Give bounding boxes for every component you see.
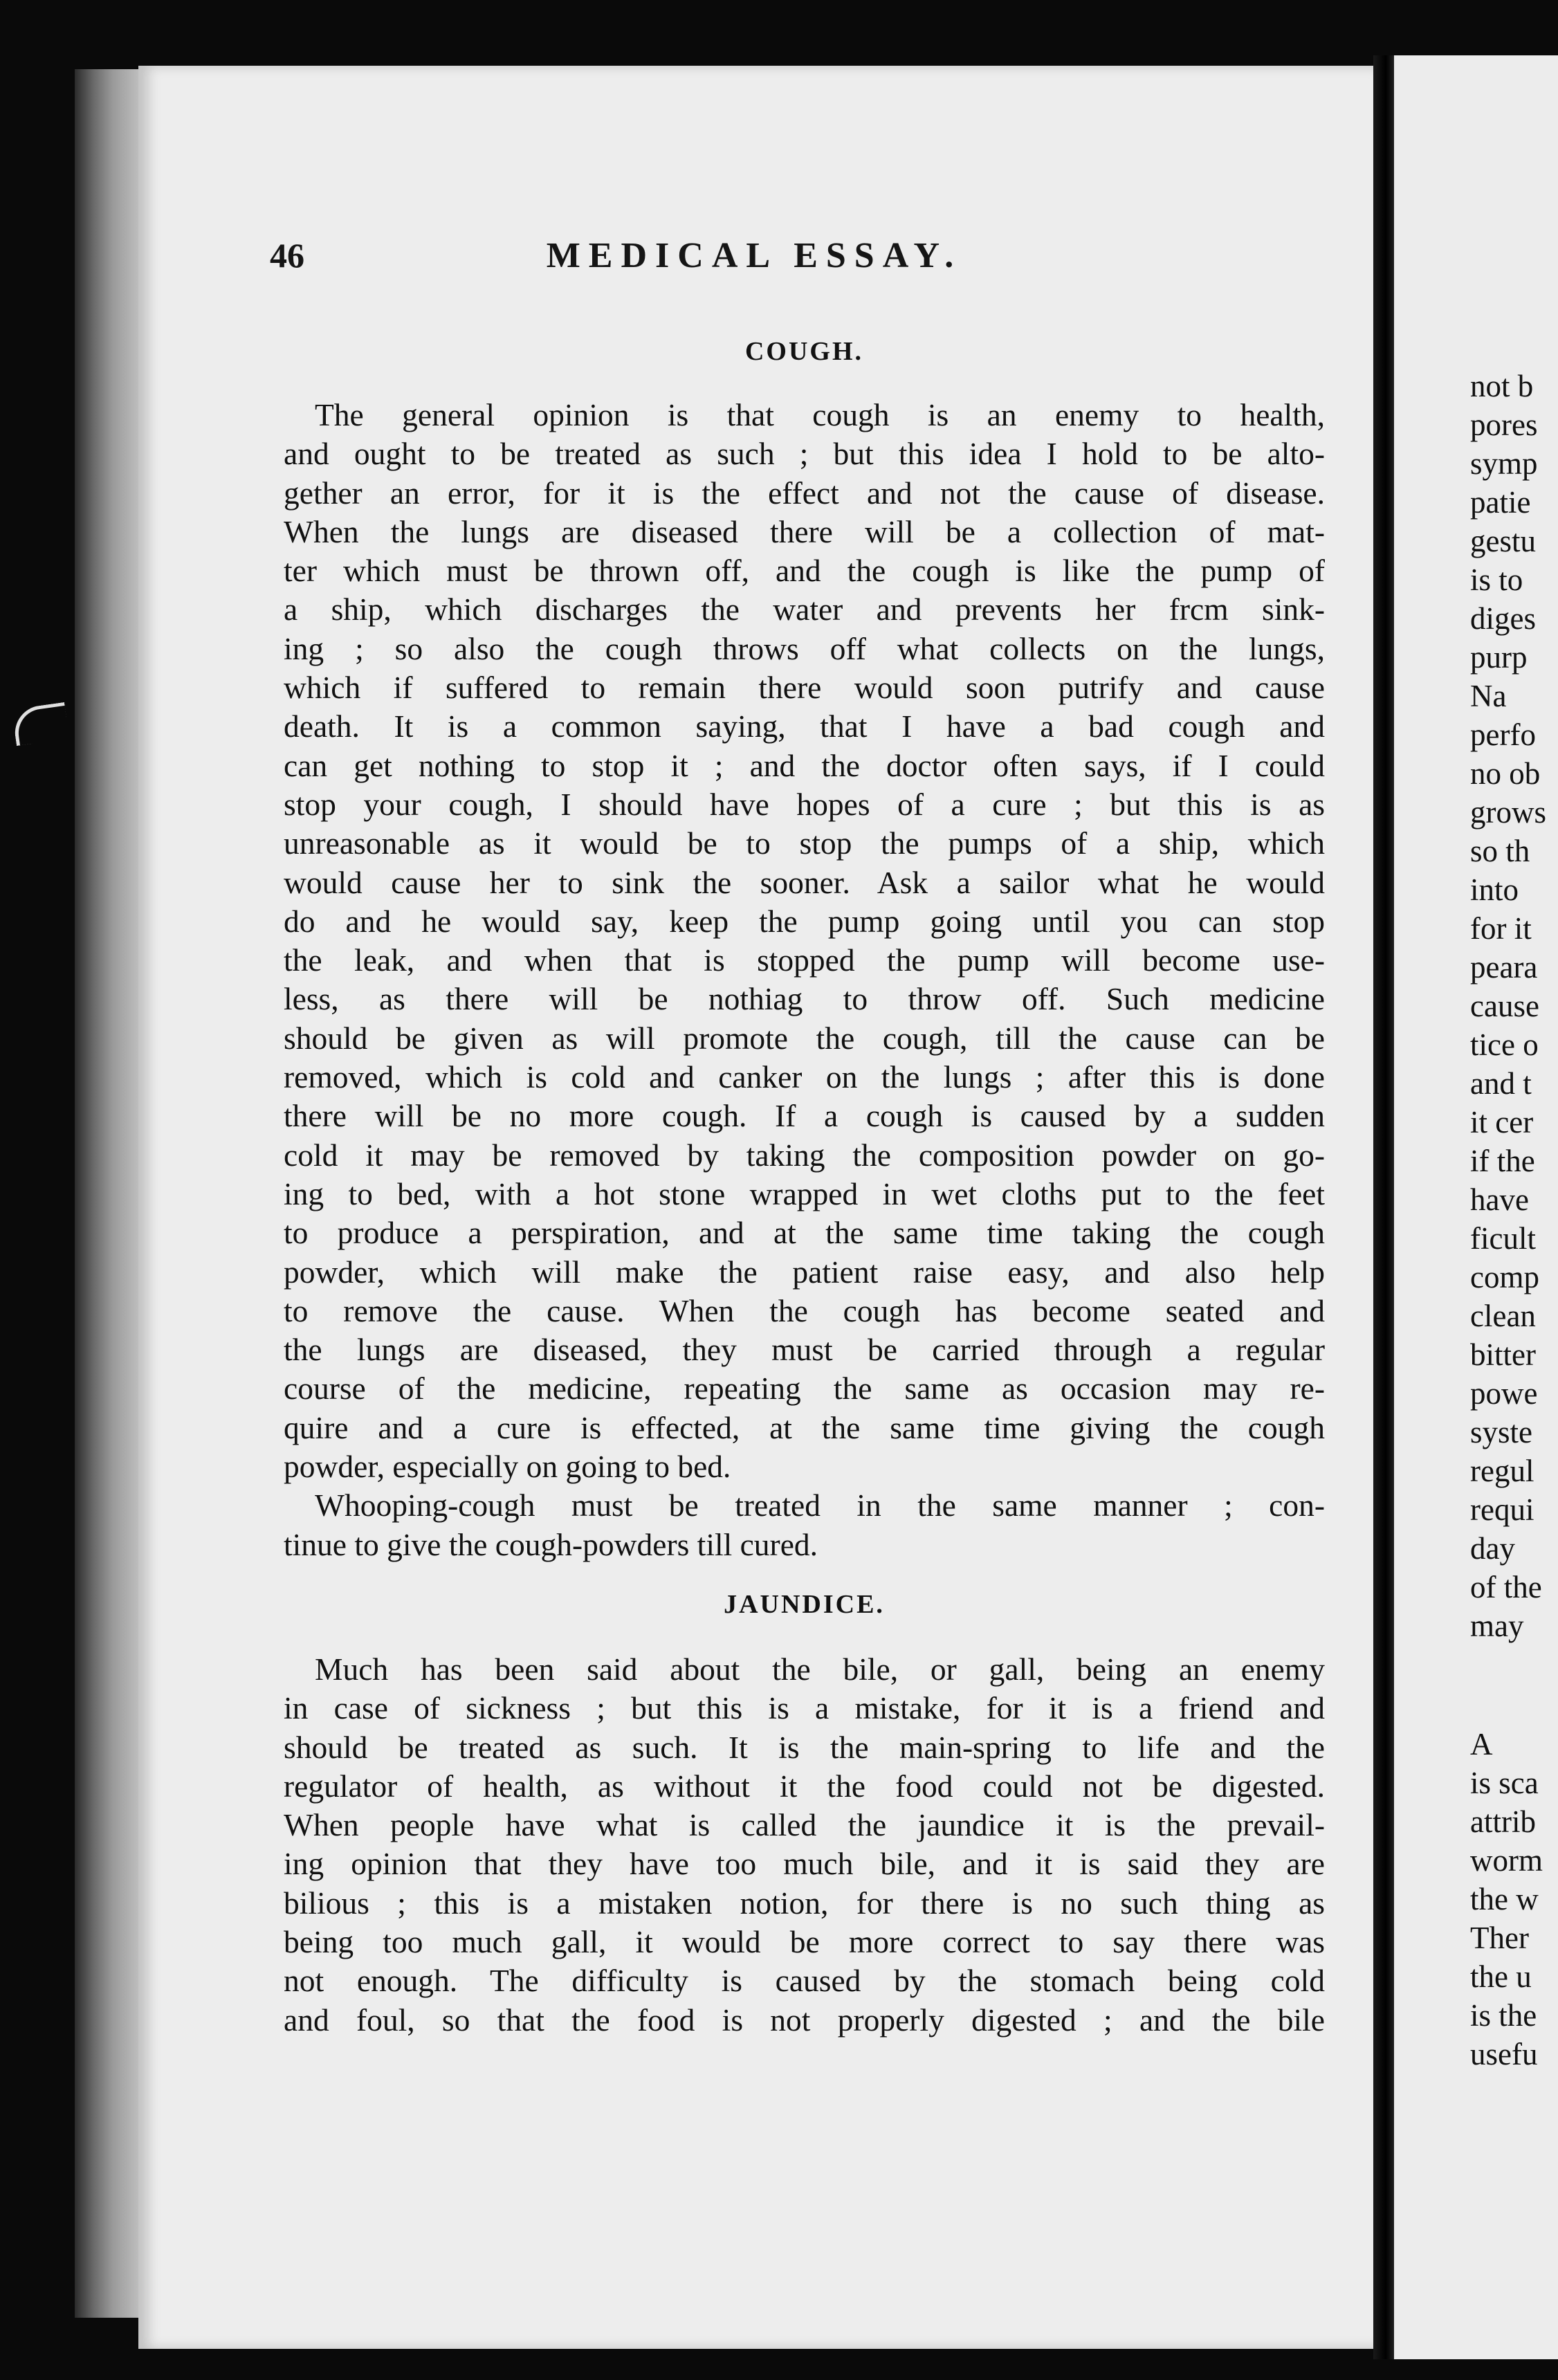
- text-line: ing ; so also the cough throws off what collects on the lungs,: [284, 630, 1325, 666]
- text-line: there will be no more cough. If a cough is caused by a sudden: [284, 1098, 1325, 1134]
- text-line: gether an error, for it is the effect and not the cause of disease.: [284, 475, 1325, 511]
- facing-page-upper: [1470, 367, 1558, 1645]
- facing-page-line: symp: [1470, 446, 1538, 481]
- facing-page-line: is sca: [1470, 1766, 1539, 1800]
- text-line: quire and a cure is effected, at the same time giving the cough: [284, 1409, 1325, 1445]
- facing-page-line: ficult: [1470, 1221, 1536, 1256]
- facing-page-line: the u: [1470, 1959, 1532, 1994]
- section-jaundice-text: [284, 1650, 1325, 2040]
- facing-page-line: not b: [1470, 369, 1534, 403]
- text-line: removed, which is cold and canker on the lungs ; after this is done: [284, 1059, 1325, 1095]
- text-line: to produce a perspiration, and at the same time taking the cough: [284, 1215, 1325, 1251]
- text-line: and foul, so that the food is not properly digested ; and the bile: [284, 2002, 1325, 2038]
- facing-page-line: purp: [1470, 640, 1528, 675]
- section-heading-cough: COUGH.: [744, 337, 864, 366]
- facing-page-text: [1470, 367, 1558, 2074]
- facing-page-line: is to: [1470, 562, 1523, 597]
- facing-page-line: bitter: [1470, 1337, 1536, 1372]
- text-line: stop your cough, I should have hopes of a cure ; but this is as: [284, 786, 1325, 822]
- text-line: When people have what is called the jaundice it is the prevail-: [284, 1807, 1325, 1843]
- text-line: in case of sickness ; but this is a mistake, for it is a friend and: [284, 1690, 1325, 1726]
- facing-page-line: syste: [1470, 1415, 1532, 1449]
- text-line: not enough. The difficulty is caused by the stomach being cold: [284, 1963, 1325, 1999]
- text-line: the lungs are diseased, they must be carried through a regular: [284, 1332, 1325, 1368]
- text-line: death. It is a common saying, that I have a bad cough and: [284, 708, 1325, 744]
- facing-page-line: the w: [1470, 1882, 1539, 1916]
- text-line: should be treated as such. It is the main-spring to life and the: [284, 1729, 1325, 1765]
- margin-mark: [12, 702, 70, 746]
- facing-page-line: powe: [1470, 1376, 1538, 1411]
- text-line: to remove the cause. When the cough has become seated and: [284, 1292, 1325, 1328]
- text-line: tinue to give the cough-powders till cured.: [284, 1526, 818, 1562]
- book-gutter: [1373, 55, 1394, 2359]
- facing-page-line: pores: [1470, 408, 1538, 442]
- facing-page-line: of the: [1470, 1570, 1542, 1604]
- facing-page-line: if the: [1470, 1144, 1535, 1178]
- facing-page-line: cause: [1470, 989, 1539, 1023]
- facing-page-line: requi: [1470, 1492, 1534, 1527]
- section-cough-text: [284, 396, 1325, 1564]
- facing-page-line: regul: [1470, 1454, 1534, 1488]
- text-line: Whooping-cough must be treated in the same manner ; con-: [315, 1488, 1325, 1523]
- facing-page-line: worm: [1470, 1843, 1543, 1878]
- facing-page-line: patie: [1470, 485, 1531, 520]
- facing-page-line: Ther: [1470, 1921, 1529, 1955]
- facing-page-line: so th: [1470, 834, 1530, 868]
- running-head: [270, 235, 1328, 277]
- page-number: 46: [270, 236, 304, 275]
- text-line: ing to bed, with a hot stone wrapped in wet cloths put to the feet: [284, 1175, 1325, 1211]
- facing-page-line: attrib: [1470, 1804, 1536, 1839]
- facing-page-line: A: [1470, 1727, 1493, 1761]
- text-line: the leak, and when that is stopped the pump will become use-: [284, 942, 1325, 978]
- facing-page-line: gestu: [1470, 524, 1536, 558]
- text-line: ter which must be thrown off, and the cough is like the pump of: [284, 553, 1325, 589]
- page-edge-shadow: [75, 69, 138, 2318]
- facing-page-line: and t: [1470, 1066, 1532, 1101]
- text-line: The general opinion is that cough is an enemy to health,: [315, 397, 1325, 432]
- facing-page-line: usefu: [1470, 2037, 1538, 2071]
- text-line: unreasonable as it would be to stop the pumps of a ship, which: [284, 825, 1325, 861]
- facing-page-line: have: [1470, 1182, 1529, 1217]
- text-line: a ship, which discharges the water and prevents her frcm sink-: [284, 592, 1325, 628]
- facing-page-line: grows: [1470, 795, 1546, 830]
- text-line: course of the medicine, repeating the same as occasion may re-: [284, 1371, 1325, 1407]
- text-line: When the lungs are diseased there will be a collection of mat-: [284, 513, 1325, 549]
- text-line: would cause her to sink the sooner. Ask a sailor what he would: [284, 864, 1325, 900]
- facing-page-line: may: [1470, 1609, 1524, 1643]
- text-line: powder, which will make the patient raise easy, and also help: [284, 1254, 1325, 1290]
- facing-page-line: no ob: [1470, 756, 1541, 791]
- text-line: powder, especially on going to bed.: [284, 1449, 731, 1485]
- facing-page-line: into: [1470, 872, 1519, 907]
- text-line: bilious ; this is a mistaken notion, for there is no such thing as: [284, 1885, 1325, 1921]
- facing-page-line: peara: [1470, 950, 1538, 985]
- text-line: can get nothing to stop it ; and the doctor often says, if I could: [284, 747, 1325, 783]
- text-line: do and he would say, keep the pump going until you can stop: [284, 903, 1325, 939]
- facing-page-line: is the: [1470, 1998, 1537, 2033]
- facing-page-lower: [1470, 1725, 1558, 2074]
- text-line: which if suffered to remain there would soon putrify and cause: [284, 670, 1325, 706]
- text-line: Much has been said about the bile, or gall, being an enemy: [315, 1651, 1325, 1687]
- running-title: MEDICAL ESSAY.: [546, 236, 962, 275]
- text-line: should be given as will promote the cough, till the cause can be: [284, 1020, 1325, 1056]
- text-line: ing opinion that they have too much bile, and it is said they are: [284, 1846, 1325, 1882]
- facing-page-line: tice o: [1470, 1027, 1539, 1062]
- facing-page-line: comp: [1470, 1260, 1539, 1294]
- text-line: cold it may be removed by taking the composition powder on go-: [284, 1137, 1325, 1173]
- facing-page-line: day: [1470, 1531, 1515, 1566]
- facing-page-line: diges: [1470, 601, 1536, 636]
- text-line: regulator of health, as without it the food could not be digested.: [284, 1768, 1325, 1804]
- text-line: and ought to be treated as such ; but this idea I hold to be alto-: [284, 436, 1325, 472]
- facing-page-line: for it: [1470, 911, 1532, 946]
- facing-page-line: Na: [1470, 679, 1507, 713]
- text-line: being too much gall, it would be more correct to say there was: [284, 1923, 1325, 1959]
- page-body: [284, 332, 1325, 2040]
- facing-page-line: perfo: [1470, 717, 1536, 752]
- text-line: less, as there will be nothiag to throw off. Such medicine: [284, 981, 1325, 1017]
- facing-page-line: clean: [1470, 1299, 1536, 1333]
- facing-page-line: it cer: [1470, 1105, 1534, 1139]
- section-heading-jaundice: JAUNDICE.: [724, 1589, 885, 1619]
